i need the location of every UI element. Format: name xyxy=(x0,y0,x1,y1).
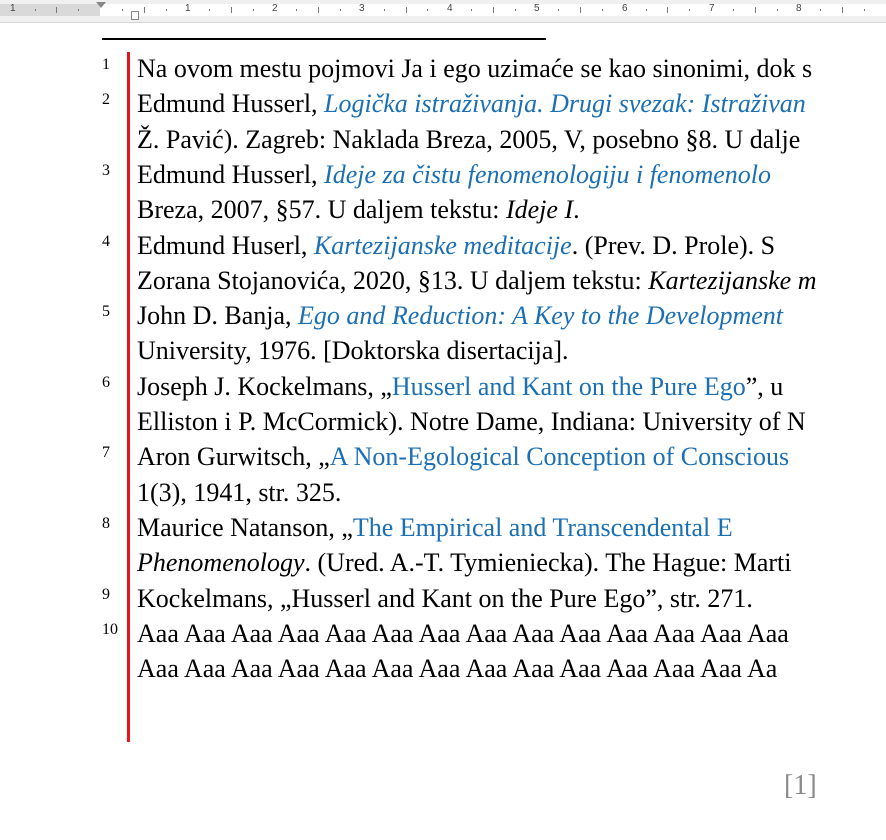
page-number: [1] xyxy=(784,770,817,801)
footnote-text: Aaa Aaa Aaa Aaa Aaa Aaa Aaa Aaa Aaa Aaa Aaa Aaa Aaa Aa xyxy=(137,654,778,684)
ruler-tick xyxy=(56,7,57,13)
footnote-text: Ideje I xyxy=(505,195,574,225)
ruler-tick xyxy=(558,9,559,11)
footnote-number: 2 xyxy=(102,91,110,109)
footnote-text-line xyxy=(137,510,733,545)
footnote-number: 3 xyxy=(102,161,110,179)
citation-link[interactable]: Husserl and Kant on the Pure Ego xyxy=(391,371,746,401)
ruler-tick xyxy=(406,7,407,13)
footnote-text: . xyxy=(573,195,580,225)
ruler-tick xyxy=(231,7,232,13)
footnote-text-line xyxy=(137,475,341,510)
ruler-tick xyxy=(646,9,647,11)
footnote-separator xyxy=(102,38,546,40)
footnote-text-line xyxy=(137,545,791,580)
footnote-text: 1(3), 1941, str. 325. xyxy=(137,477,342,507)
ruler-tick xyxy=(296,9,297,11)
citation-link[interactable]: Kartezijanske meditacije xyxy=(313,230,572,260)
footnote-number: 8 xyxy=(102,514,110,532)
footnote-text-line xyxy=(137,157,771,192)
footnote-text: Aaa Aaa Aaa Aaa Aaa Aaa Aaa Aaa Aaa Aaa Aaa Aaa Aaa Aaa xyxy=(137,618,789,648)
footnote-text: Edmund Husserl, xyxy=(137,159,325,189)
ruler-tick xyxy=(318,7,319,13)
footnote-text-line xyxy=(137,369,783,404)
ruler-tick xyxy=(733,9,734,11)
ruler-number: 8 xyxy=(796,3,802,14)
ruler-tick xyxy=(667,7,668,13)
horizontal-ruler[interactable] xyxy=(0,0,886,23)
ruler-tick xyxy=(820,9,821,11)
footnote-text: Edmund Husserl, xyxy=(137,89,325,119)
footnote-text-line xyxy=(137,581,753,616)
ruler-number: 3 xyxy=(359,3,365,14)
footnote-text-line xyxy=(137,404,806,439)
ruler-number: 1 xyxy=(185,3,191,14)
footnote-number: 1 xyxy=(102,56,110,73)
footnote-text: Breza, 2007, §57. U daljem tekstu: xyxy=(137,195,506,225)
ruler-tick xyxy=(602,9,603,11)
citation-link[interactable]: Ego and Reduction: A Key to the Development xyxy=(298,301,784,331)
citation-link[interactable]: Ideje za čistu fenomenologiju i fenomenolo xyxy=(324,159,772,189)
footnote-text: Ž. Pavić). Zagreb: Naklada Breza, 2005, V, posebno §8. U dalje xyxy=(137,124,801,154)
ruler-number: 1 xyxy=(10,3,16,14)
ruler-tick xyxy=(384,9,385,11)
footnote-text: . (Ured. A.-T. Tymieniecka). The Hague: Marti xyxy=(304,548,792,578)
ruler-number: 4 xyxy=(447,3,453,14)
ruler-tick xyxy=(253,9,254,11)
citation-link[interactable]: The Empirical and Transcendental E xyxy=(352,512,733,542)
footnote-text-line xyxy=(137,298,783,333)
footnote-text: Maurice Natanson, „ xyxy=(137,512,353,542)
ruler-number: 5 xyxy=(534,3,540,14)
ruler-tick xyxy=(689,9,690,11)
footnote-text-line xyxy=(137,616,789,651)
footnote-text: Kockelmans, „Husserl and Kant on the Pure Ego”, str. 271. xyxy=(137,583,753,613)
footnote-text-line xyxy=(137,51,812,86)
footnote-text: . (Prev. D. Prole). S xyxy=(571,230,776,260)
footnote-text-line xyxy=(137,228,775,263)
footnote-number: 6 xyxy=(102,373,110,391)
footnote-text: Zorana Stojanovića, 2020, §13. U daljem tekstu: xyxy=(137,265,649,295)
footnote-text: Elliston i P. McCormick). Notre Dame, Indiana: University of N xyxy=(137,406,806,436)
footnote-text-line xyxy=(137,122,800,157)
ruler-tick xyxy=(515,9,516,11)
footnote-number: 9 xyxy=(102,585,110,603)
ruler-tick xyxy=(427,9,428,11)
footnote-text: Phenomenology xyxy=(137,548,305,578)
ruler-tick xyxy=(78,9,79,11)
footnote-text: ”, u xyxy=(745,371,784,401)
ruler-number: 6 xyxy=(622,3,628,14)
ruler-tick xyxy=(166,9,167,11)
ruler-tick xyxy=(493,7,494,13)
ruler-tick xyxy=(122,9,123,11)
footnote-text: Na ovom mestu pojmovi Ja i ego uzimaće se kao sinonimi, dok s xyxy=(137,54,813,83)
ruler-tick xyxy=(755,7,756,13)
ruler-tick xyxy=(842,7,843,13)
footnote-number: 4 xyxy=(102,232,110,250)
ruler-tick xyxy=(340,9,341,11)
footnote-text-line xyxy=(137,333,569,368)
footnote-text: University, 1976. [Doktorska disertacija]. xyxy=(137,336,569,366)
ruler-tick xyxy=(864,9,865,11)
citation-link[interactable]: A Non-Egological Conception of Conscious xyxy=(329,442,790,472)
footnote-text-line xyxy=(137,439,789,474)
footnote-text-line xyxy=(137,192,580,227)
citation-link[interactable]: Logička istraživanja. Drugi svezak: Istraživan xyxy=(324,89,806,119)
ruler-tick xyxy=(580,7,581,13)
revision-change-bar xyxy=(127,52,130,742)
ruler-tick xyxy=(471,9,472,11)
ruler-tick xyxy=(35,9,36,11)
footnote-text-line xyxy=(137,86,806,121)
footnote-text: Joseph J. Kockelmans, „ xyxy=(137,371,392,401)
hanging-indent-marker[interactable] xyxy=(131,11,139,20)
ruler-tick xyxy=(777,9,778,11)
ruler-tick xyxy=(144,7,145,13)
first-line-indent-marker[interactable] xyxy=(96,2,106,8)
footnote-text: Aron Gurwitsch, „ xyxy=(137,442,330,472)
footnote-text-line xyxy=(137,263,817,298)
footnote-number: 10 xyxy=(102,620,118,638)
footnote-text: Edmund Huserl, xyxy=(137,230,314,260)
footnote-number: 7 xyxy=(102,444,110,462)
footnote-number: 5 xyxy=(102,303,110,321)
footnote-text: John D. Banja, xyxy=(137,301,299,331)
ruler-tick xyxy=(209,9,210,11)
footnote-text: Kartezijanske m xyxy=(648,265,817,295)
footnote-text-line xyxy=(137,651,777,686)
ruler-number: 2 xyxy=(272,3,278,14)
ruler-number: 7 xyxy=(709,3,715,14)
